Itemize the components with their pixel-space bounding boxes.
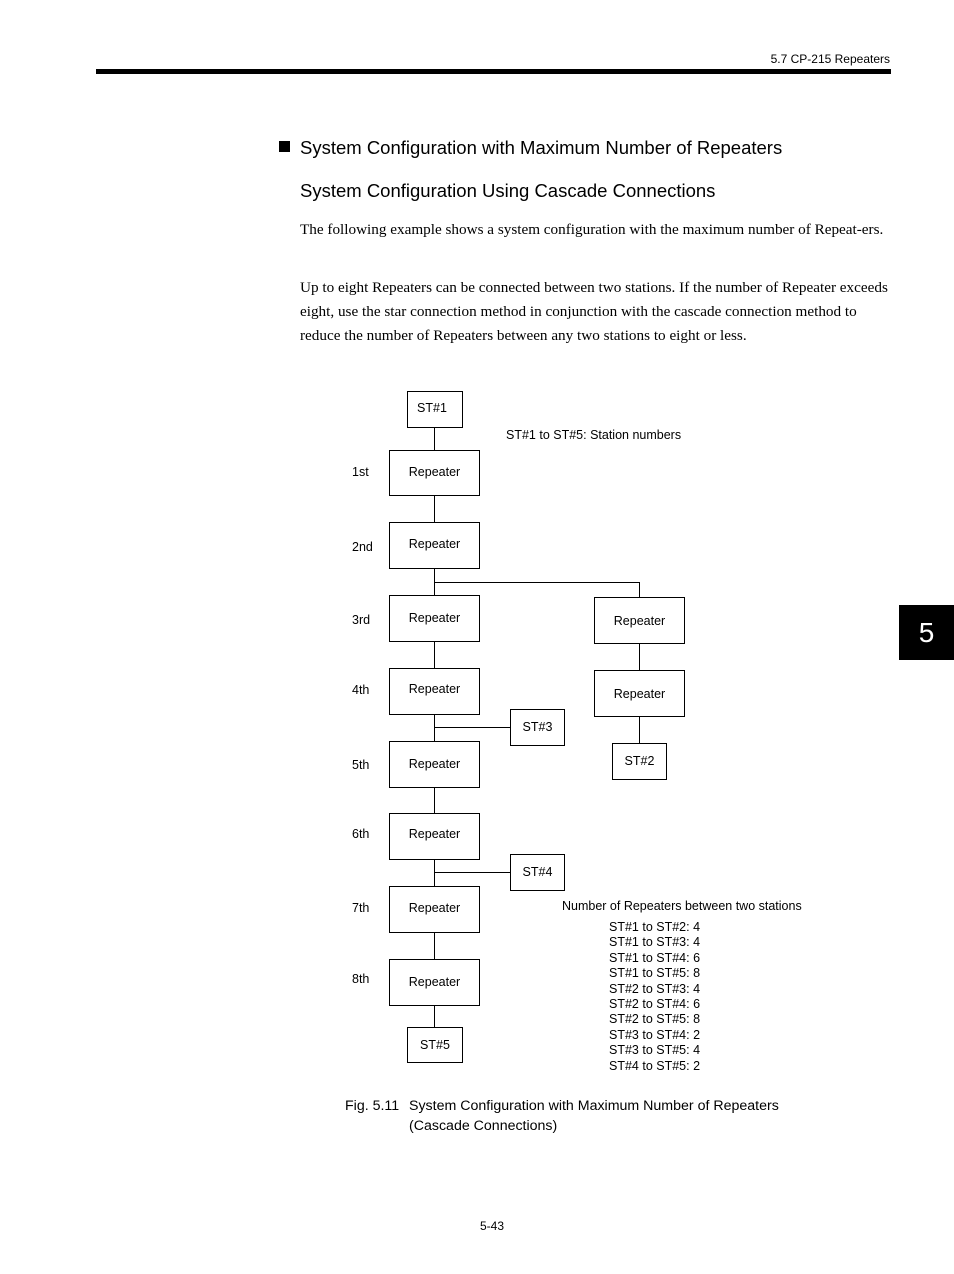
caption-line-1: System Configuration with Maximum Number of Repeaters bbox=[409, 1098, 779, 1114]
svg-text:ST#4: ST#4 bbox=[522, 865, 553, 879]
count-row: ST#2 to ST#3: 4 bbox=[609, 982, 701, 996]
count-row: ST#1 to ST#3: 4 bbox=[609, 935, 701, 949]
count-row: ST#2 to ST#4: 6 bbox=[609, 997, 701, 1011]
repeater-6 bbox=[390, 814, 480, 860]
station-st1 bbox=[408, 392, 463, 428]
caption-line-2: (Cascade Connections) bbox=[409, 1118, 558, 1134]
svg-text:Repeater: Repeater bbox=[408, 901, 461, 915]
repeater-4 bbox=[390, 669, 480, 715]
count-title: Number of Repeaters between two stations bbox=[562, 899, 802, 913]
section-heading: System Configuration with Maximum Number of Repeaters bbox=[300, 137, 783, 158]
svg-text:ST#3: ST#3 bbox=[522, 720, 553, 734]
ordinal-label: 2nd bbox=[352, 540, 373, 554]
svg-text:Repeater: Repeater bbox=[613, 687, 666, 701]
station-note: ST#1 to ST#5: Station numbers bbox=[506, 428, 682, 442]
ordinal-label: 5th bbox=[352, 758, 370, 772]
chapter-tab: 5 bbox=[899, 605, 954, 660]
repeater-7 bbox=[390, 887, 480, 933]
ordinal-label: 4th bbox=[352, 683, 370, 697]
repeater-5 bbox=[390, 742, 480, 788]
paragraph-repeater-limit: Up to eight Repeaters can be connected between two stations. If the number of Repeater exceeds eight, use the star connection method in conjunction with the cascade connection method to reduce the number of Repeaters between any two stations to eight or less. bbox=[300, 279, 888, 344]
count-row: ST#3 to ST#4: 2 bbox=[609, 1028, 701, 1042]
svg-text:Repeater: Repeater bbox=[408, 682, 461, 696]
count-row: ST#1 to ST#5: 8 bbox=[609, 966, 701, 980]
svg-text:ST#5: ST#5 bbox=[420, 1038, 450, 1052]
svg-text:ST#1: ST#1 bbox=[417, 401, 447, 415]
ordinal-label: 7th bbox=[352, 901, 370, 915]
figure-caption bbox=[345, 1096, 779, 1136]
branch-repeater-2 bbox=[595, 671, 685, 717]
svg-text:Repeater: Repeater bbox=[408, 465, 461, 479]
ordinal-label: 3rd bbox=[352, 613, 371, 627]
svg-text:Repeater: Repeater bbox=[408, 827, 461, 841]
station-st4 bbox=[511, 855, 565, 891]
branch-repeater-1 bbox=[595, 598, 685, 644]
page-number: 5-43 bbox=[480, 1219, 505, 1233]
paragraph-intro: The following example shows a system configuration with the maximum number of Repeat-ers. bbox=[300, 221, 884, 238]
count-row: ST#1 to ST#2: 4 bbox=[609, 920, 701, 934]
running-header: 5.7 CP-215 Repeaters bbox=[770, 52, 890, 66]
ordinal-label: 8th bbox=[352, 972, 370, 986]
repeater-1 bbox=[390, 451, 480, 496]
svg-text:ST#2: ST#2 bbox=[624, 754, 655, 768]
subsection-heading: System Configuration Using Cascade Connections bbox=[300, 180, 716, 201]
svg-text:Repeater: Repeater bbox=[408, 537, 461, 551]
svg-text:Repeater: Repeater bbox=[408, 611, 461, 625]
count-row: ST#2 to ST#5: 8 bbox=[609, 1012, 701, 1026]
ordinal-label: 1st bbox=[352, 465, 369, 479]
station-st3 bbox=[511, 710, 565, 746]
count-row: ST#3 to ST#5: 4 bbox=[609, 1043, 701, 1057]
repeater-8 bbox=[390, 960, 480, 1006]
count-row: ST#4 to ST#5: 2 bbox=[609, 1059, 701, 1073]
station-st2 bbox=[613, 744, 667, 780]
repeater-2 bbox=[390, 523, 480, 569]
svg-text:Repeater: Repeater bbox=[408, 975, 461, 989]
svg-text:Repeater: Repeater bbox=[408, 757, 461, 771]
figure-number: Fig. 5.11 bbox=[345, 1098, 400, 1114]
ordinal-label: 6th bbox=[352, 827, 370, 841]
count-row: ST#1 to ST#4: 6 bbox=[609, 951, 701, 965]
repeater-3 bbox=[390, 596, 480, 642]
station-st5 bbox=[408, 1028, 463, 1063]
svg-text:Repeater: Repeater bbox=[613, 614, 666, 628]
